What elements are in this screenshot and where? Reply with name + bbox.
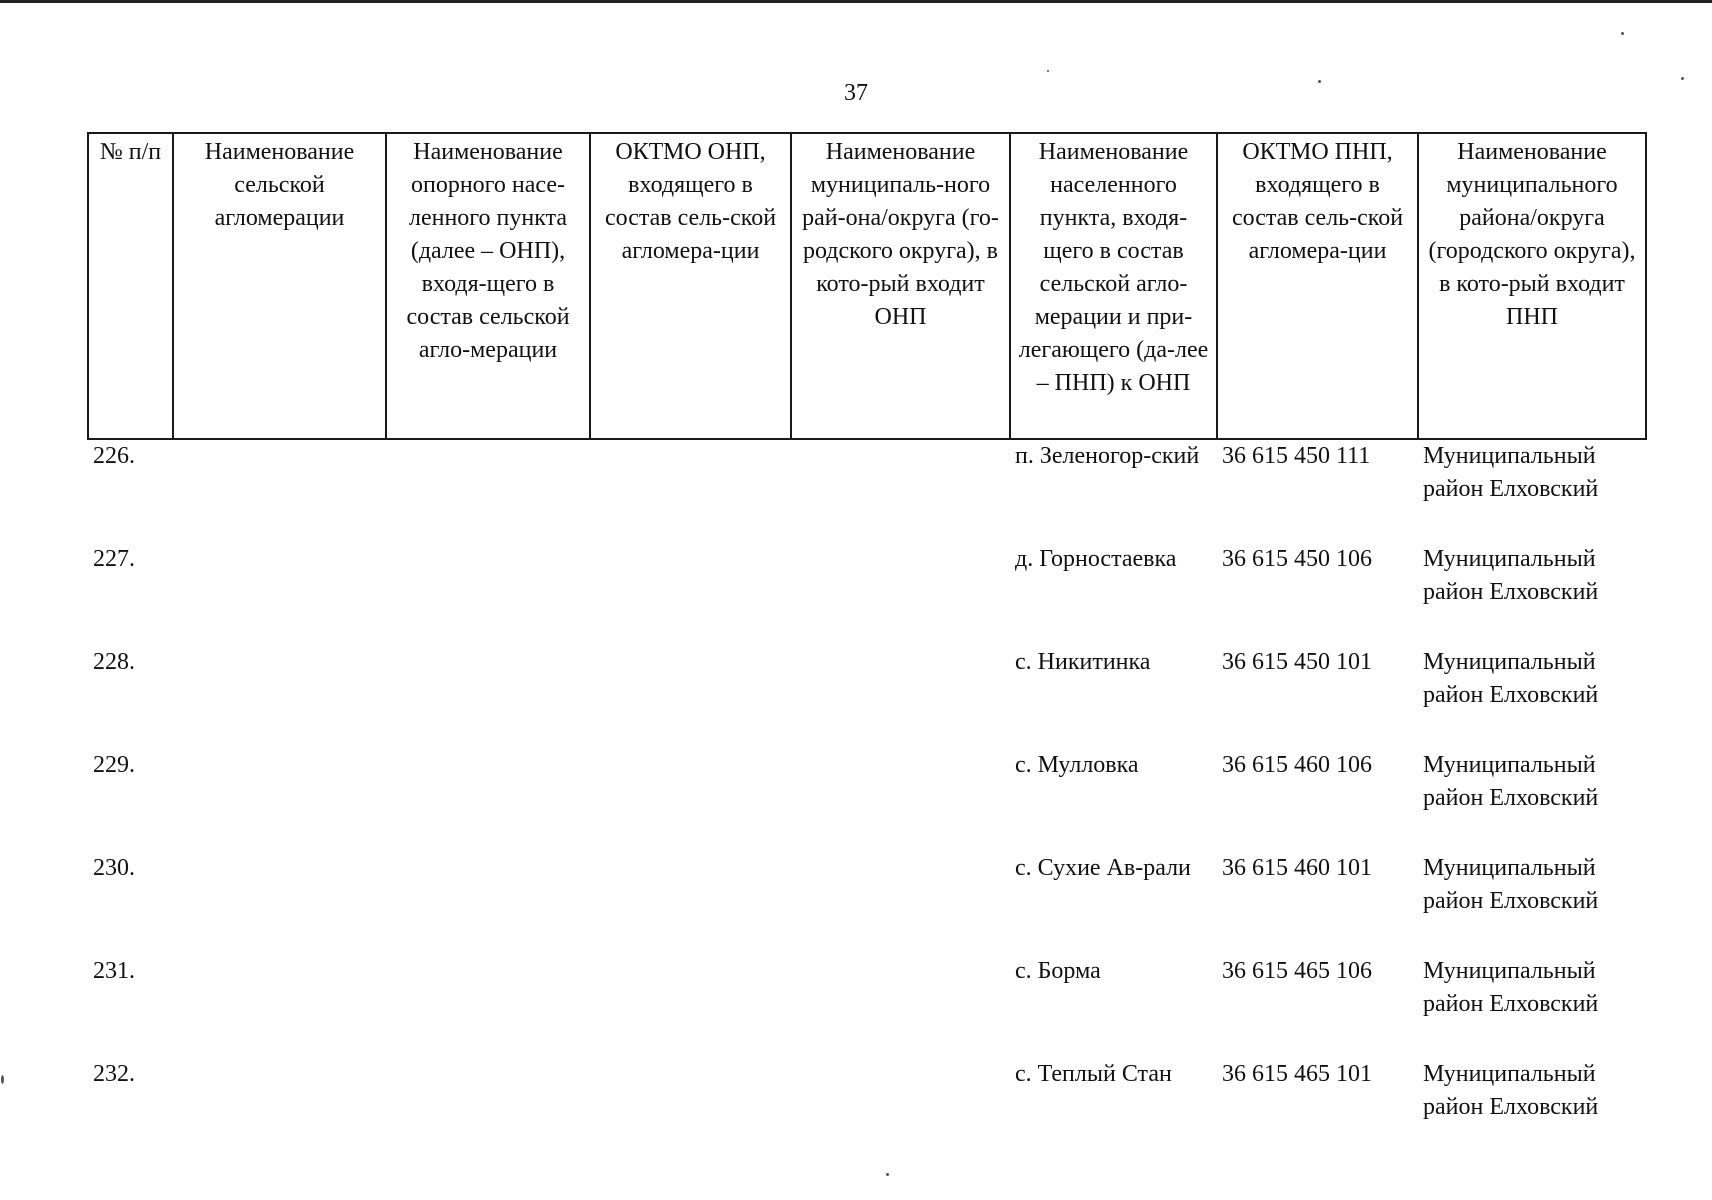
header-number: № п/п <box>88 133 173 439</box>
scan-speck <box>1318 80 1321 83</box>
header-onp-district: Наименование муниципаль-ного рай-она/округа (го-родского округа), в кото-рый входит ОНП <box>791 133 1010 439</box>
pnp-district-cell: Муниципальный район Елховский <box>1423 752 1599 811</box>
agglomeration-name-cell <box>173 543 386 646</box>
header-pnp-district: Наименование муниципального района/округа (городского округа), в кото-рый входит ПНП <box>1418 133 1646 439</box>
page-number: 37 <box>844 80 868 106</box>
onp-oktmo-cell <box>590 852 791 955</box>
pnp-name-cell: с. Борма <box>1015 958 1101 984</box>
header-onp-name: Наименование опорного насе-ленного пункта (далее – ОНП), входя-щего в состав сельской агло-мерации <box>386 133 590 439</box>
onp-oktmo-cell <box>590 543 791 646</box>
pnp-district-cell: Муниципальный район Елховский <box>1423 958 1599 1017</box>
scan-speck <box>886 1173 889 1176</box>
agglomeration-name-cell <box>173 1058 386 1161</box>
scan-speck <box>1 1075 4 1084</box>
scan-speck <box>1047 70 1049 72</box>
onp-name-cell <box>386 955 590 1058</box>
row-number: 231. <box>93 958 135 984</box>
pnp-oktmo-cell: 36 615 460 106 <box>1222 752 1372 778</box>
table-row <box>88 852 1646 955</box>
row-number: 227. <box>93 546 135 572</box>
agglomeration-name-cell <box>173 955 386 1058</box>
pnp-oktmo-cell: 36 615 450 111 <box>1222 443 1371 469</box>
row-number: 226. <box>93 443 135 469</box>
onp-name-cell <box>386 439 590 543</box>
pnp-district-cell: Муниципальный район Елховский <box>1423 649 1599 708</box>
table-row <box>88 749 1646 852</box>
onp-district-cell <box>791 543 1010 646</box>
row-number: 228. <box>93 649 135 675</box>
table-header <box>88 133 1646 439</box>
onp-district-cell <box>791 852 1010 955</box>
pnp-name-cell: с. Сухие Ав-рали <box>1015 855 1191 881</box>
pnp-name-cell: с. Мулловка <box>1015 752 1139 778</box>
pnp-oktmo-cell: 36 615 450 106 <box>1222 546 1372 572</box>
onp-oktmo-cell <box>590 749 791 852</box>
agglomeration-name-cell <box>173 852 386 955</box>
onp-name-cell <box>386 749 590 852</box>
pnp-district-cell: Муниципальный район Елховский <box>1423 1061 1599 1120</box>
pnp-oktmo-cell: 36 615 450 101 <box>1222 649 1372 675</box>
pnp-name-cell: с. Никитинка <box>1015 649 1151 675</box>
pnp-district-cell: Муниципальный район Елховский <box>1423 855 1599 914</box>
scan-speck <box>1621 32 1624 35</box>
table-row <box>88 1058 1646 1161</box>
header-row <box>88 133 1646 439</box>
row-number: 230. <box>93 855 135 881</box>
onp-oktmo-cell <box>590 646 791 749</box>
onp-district-cell <box>791 439 1010 543</box>
pnp-oktmo-cell: 36 615 465 101 <box>1222 1061 1372 1087</box>
agglomeration-name-cell <box>173 439 386 543</box>
onp-district-cell <box>791 749 1010 852</box>
header-agglomeration-name: Наименование сельской агломерации <box>173 133 386 439</box>
pnp-district-cell: Муниципальный район Елховский <box>1423 546 1599 605</box>
agglomeration-name-cell <box>173 646 386 749</box>
table-body <box>88 439 1646 1161</box>
onp-name-cell <box>386 852 590 955</box>
onp-name-cell <box>386 1058 590 1161</box>
header-pnp-name: Наименование населенного пункта, входя-щего в состав сельской агло-мерации и при-легающего (да-лее – ПНП) к ОНП <box>1010 133 1217 439</box>
onp-oktmo-cell <box>590 955 791 1058</box>
scan-speck <box>1681 77 1684 80</box>
onp-district-cell <box>791 1058 1010 1161</box>
header-onp-oktmo: ОКТМО ОНП, входящего в состав сель-ской агломера-ции <box>590 133 791 439</box>
header-pnp-oktmo: ОКТМО ПНП, входящего в состав сель-ской агломера-ции <box>1217 133 1418 439</box>
pnp-oktmo-cell: 36 615 460 101 <box>1222 855 1372 881</box>
pnp-name-cell: с. Теплый Стан <box>1015 1061 1172 1087</box>
pnp-district-cell: Муниципальный район Елховский <box>1423 443 1599 502</box>
onp-district-cell <box>791 646 1010 749</box>
onp-name-cell <box>386 543 590 646</box>
onp-name-cell <box>386 646 590 749</box>
table-row <box>88 955 1646 1058</box>
pnp-name-cell: п. Зеленогор-ский <box>1015 443 1200 469</box>
table-row <box>88 646 1646 749</box>
onp-district-cell <box>791 955 1010 1058</box>
scan-top-border <box>0 0 1712 3</box>
pnp-name-cell: д. Горностаевка <box>1015 546 1177 572</box>
onp-oktmo-cell <box>590 1058 791 1161</box>
table-row <box>88 543 1646 646</box>
row-number: 229. <box>93 752 135 778</box>
agglomeration-table <box>87 132 1647 1161</box>
onp-oktmo-cell <box>590 439 791 543</box>
row-number: 232. <box>93 1061 135 1087</box>
table-row <box>88 439 1646 543</box>
pnp-oktmo-cell: 36 615 465 106 <box>1222 958 1372 984</box>
agglomeration-name-cell <box>173 749 386 852</box>
